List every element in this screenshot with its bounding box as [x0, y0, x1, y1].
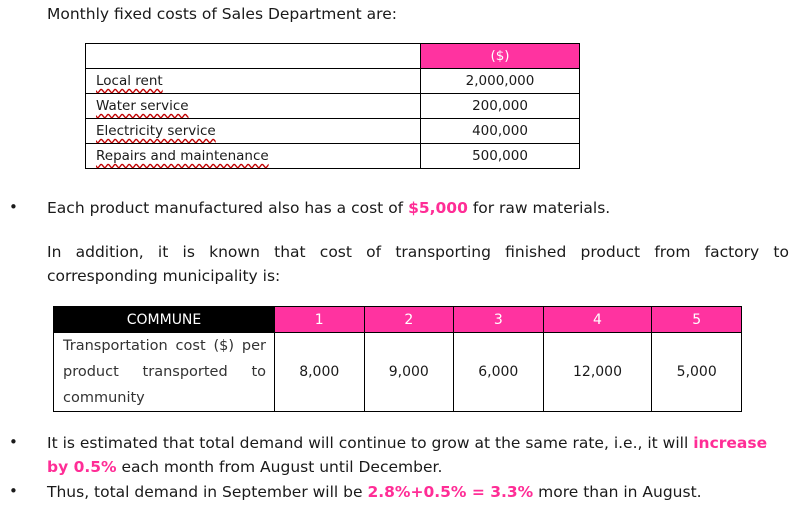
table-row: [86, 69, 580, 94]
cost-value: 200,000: [421, 94, 580, 119]
bullet-icon: •: [9, 482, 18, 500]
transport-cost-value: 5,000: [652, 333, 742, 412]
commune-number: 2: [364, 307, 454, 333]
transport-cost-table: [53, 306, 742, 412]
cost-value: 400,000: [421, 119, 580, 144]
raw-materials-text: Each product manufactured also has a cost of $5,000 for raw materials.: [47, 199, 611, 217]
transport-cost-value: 12,000: [543, 333, 652, 412]
demand-growth-text: It is estimated that total demand will continue to grow at the same rate, i.e., it will increase by 0.5% each month from August until December.: [47, 434, 768, 476]
september-demand-formula: 2.8%+0.5% = 3.3%: [367, 483, 534, 501]
transport-intro-text: In addition, it is known that cost of transporting finished product from factory to corresponding municipality is:: [47, 243, 789, 285]
cost-label: Electricity service: [96, 123, 216, 139]
table-row: [86, 119, 580, 144]
table-row: [86, 144, 580, 169]
cost-value: 2,000,000: [421, 69, 580, 94]
table-header-row: [86, 44, 580, 69]
fixed-costs-table: [85, 43, 580, 169]
bullet-icon: •: [9, 198, 18, 216]
header-empty-cell: [86, 44, 421, 69]
transport-cost-label: Transportation cost ($) per product transported to community: [54, 333, 275, 412]
raw-materials-cost: $5,000: [408, 199, 468, 217]
cost-label: Water service: [96, 98, 189, 114]
currency-header: ($): [421, 44, 580, 69]
bullet-icon: •: [9, 433, 18, 451]
cost-label: Local rent: [96, 73, 163, 89]
cost-value: 500,000: [421, 144, 580, 169]
growth-rate: increase by 0.5%: [47, 434, 768, 476]
commune-header-row: [54, 307, 742, 333]
intro-text: Monthly fixed costs of Sales Department are:: [47, 5, 397, 23]
table-row: [86, 94, 580, 119]
commune-number: 4: [543, 307, 652, 333]
september-demand-text: Thus, total demand in September will be 2.8%+0.5% = 3.3% more than in August.: [47, 483, 702, 501]
cost-label: Repairs and maintenance: [96, 148, 269, 164]
transport-cost-row: [54, 333, 742, 412]
commune-number: 5: [652, 307, 742, 333]
commune-header-label: COMMUNE: [54, 307, 275, 333]
transport-cost-value: 8,000: [275, 333, 365, 412]
commune-number: 1: [275, 307, 365, 333]
transport-cost-value: 9,000: [364, 333, 454, 412]
transport-cost-value: 6,000: [454, 333, 544, 412]
commune-number: 3: [454, 307, 544, 333]
